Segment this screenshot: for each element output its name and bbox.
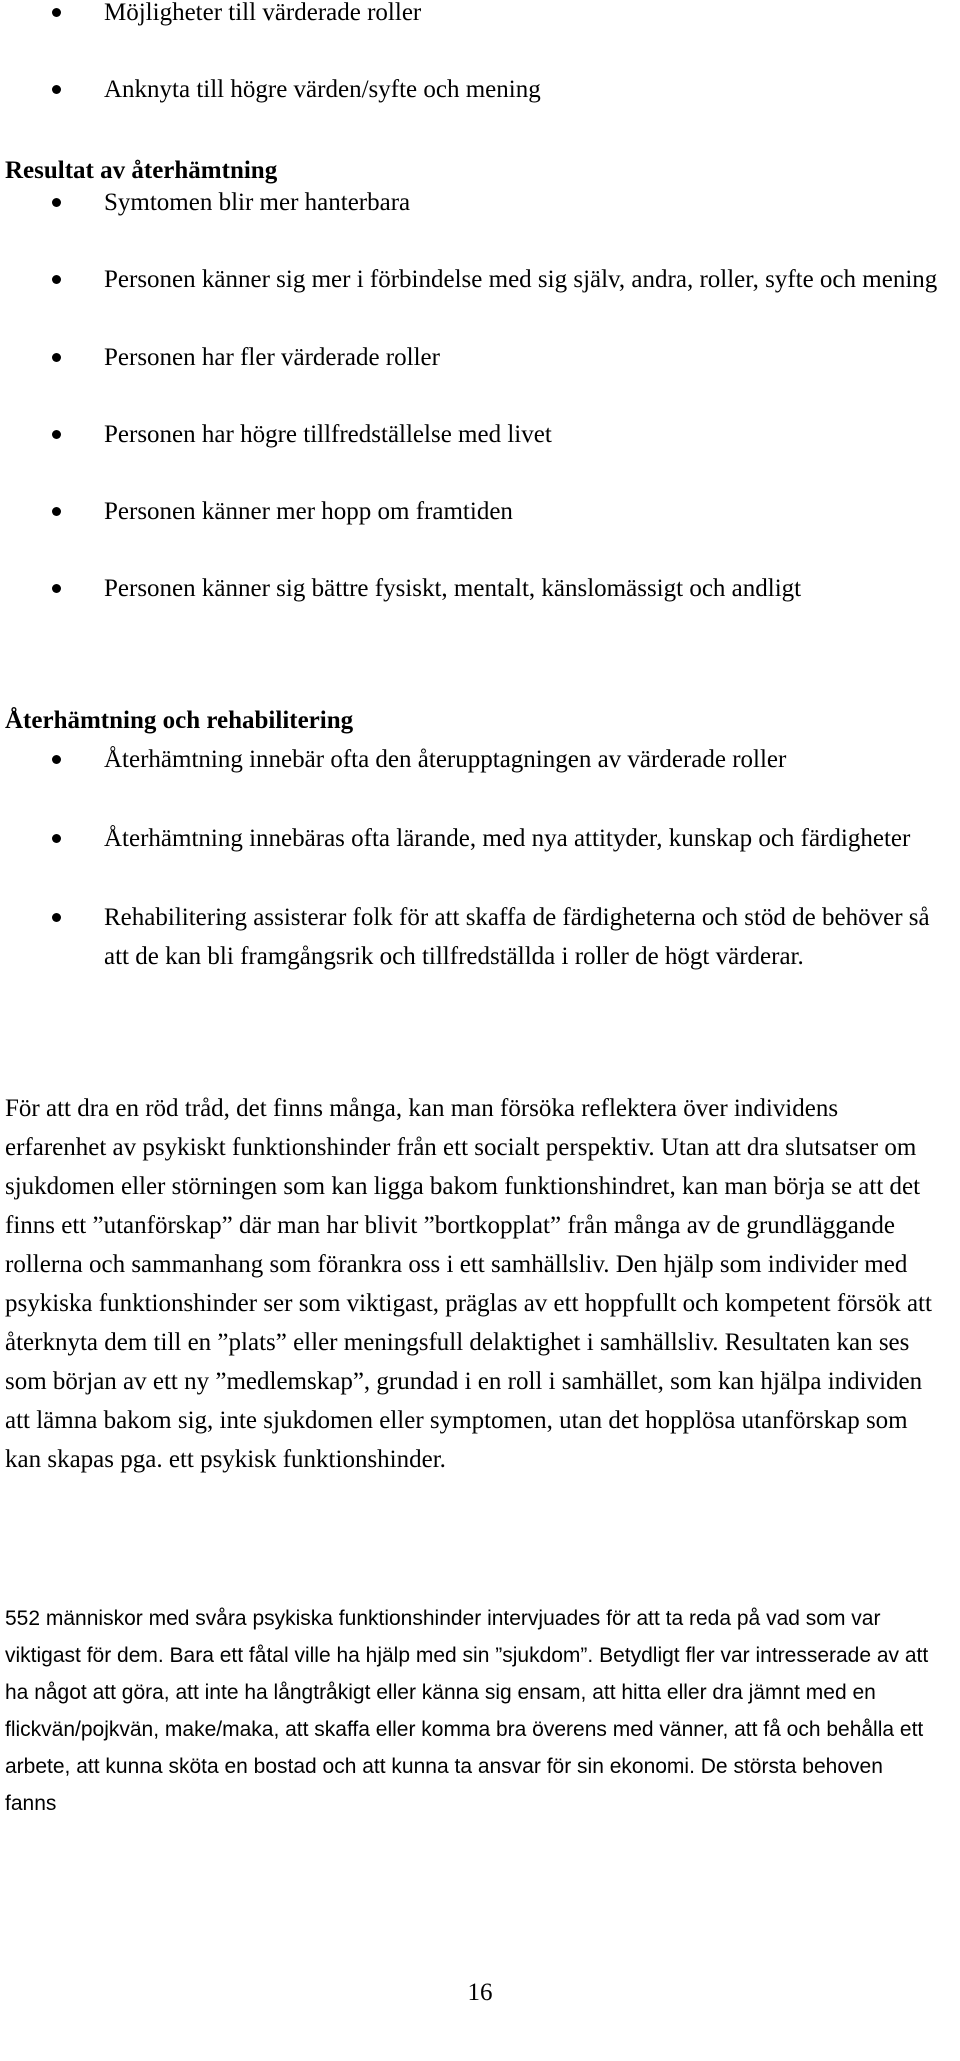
list-item: Anknyta till högre värden/syfte och mening (0, 70, 940, 109)
section-heading-rehab: Återhämtning och rehabilitering (5, 707, 354, 734)
body-paragraph-study: 552 människor med svåra psykiska funktionshinder intervjuades för att ta reda på vad som var viktigast för dem. Bara ett fåtal ville ha hjälp med sin ”sjukdom”. Betydligt fler var intresserade av att ha något att göra, att inte ha långtråkigt eller känna sig ensam, att hitta eller dra jämnt med en flickvän/pojkvän, make/maka, att skaffa eller komma bra överens med vänner, att få och behålla ett arbete, att kunna sköta en bostad och att kunna ta ansvar för sin ekonomi. De största behoven fanns (5, 1607, 929, 1815)
list-item: Personen har fler värderade roller (0, 338, 940, 377)
top-bullet-list (0, 0, 940, 109)
body-paragraph-main: För att dra en röd tråd, det finns många, kan man försöka reflektera över individens erfarenhet av psykiskt funktionshinder från ett socialt perspektiv. Utan att dra slutsatser om sjukdomen eller störningen som kan ligga bakom funktionshindret, kan man börja se att det finns ett ”utanförskap” där man har blivit ”bortkopplat” från många av de grundläggande rollerna och sammanhang som förankra oss i ett samhällsliv. Den hjälp som individer med psykiska funktionshinder ser som viktigast, präglas av ett hoppfullt och kompetent försök att återknyta dem till en ”plats” eller meningsfull delaktighet i samhällsliv. Resultaten kan ses som början av ett ny ”medlemskap”, grundad i en roll i samhället, som kan hjälpa individen att lämna bakom sig, inte sjukdomen eller symptomen, utan det hopplösa utanförskap som kan skapas pga. ett psykisk funktionshinder. (5, 1095, 932, 1473)
results-bullet-list (0, 183, 940, 608)
list-item: Personen har högre tillfredställelse med livet (0, 415, 940, 454)
section-heading-results: Resultat av återhämtning (5, 157, 278, 184)
list-item: Personen känner sig mer i förbindelse med sig själv, andra, roller, syfte och mening (0, 260, 940, 299)
list-item: Personen känner mer hopp om framtiden (0, 492, 940, 531)
list-item: Återhämtning innebäras ofta lärande, med nya attityder, kunskap och färdigheter (0, 819, 940, 858)
list-item: Möjligheter till värderade roller (0, 0, 940, 32)
rehab-bullet-list (0, 740, 940, 976)
list-item: Personen känner sig bättre fysiskt, mentalt, känslomässigt och andligt (0, 569, 940, 608)
page-number: 16 (467, 1979, 493, 2006)
list-item: Återhämtning innebär ofta den återupptagningen av värderade roller (0, 740, 940, 779)
list-item: Symtomen blir mer hanterbara (0, 183, 940, 222)
list-item: Rehabilitering assisterar folk för att skaffa de färdigheterna och stöd de behöver så att de kan bli framgångsrik och tillfredställda i roller de högt värderar. (0, 898, 940, 976)
